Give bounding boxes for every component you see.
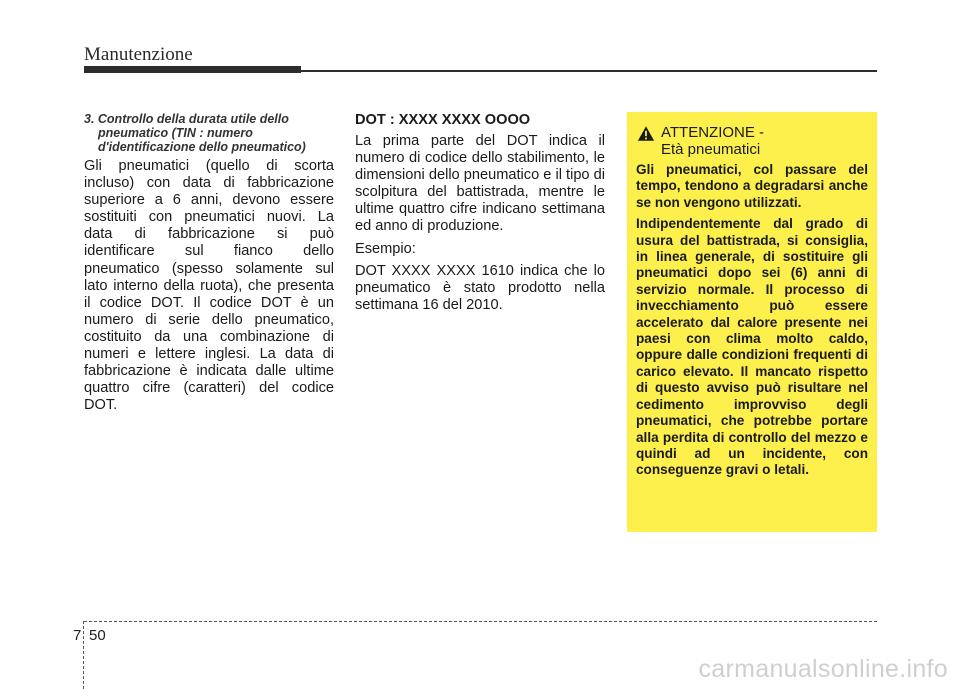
example-label: Esempio: (355, 240, 416, 257)
warning-title (661, 124, 764, 158)
warning-title-line2: Età pneumatici (661, 141, 761, 158)
page-number: 50 (89, 627, 106, 644)
warning-paragraph-2: Indipendentemente dal grado di usura del battistrada, si consiglia, in linea generale, di sostituire gli pneumatici dopo sei (6) anni di servizio normale. Il processo di invecchiamento può essere accelerato dal calore presente nei paesi con clima molto caldo, oppure dalle condizioni frequenti di carico elevato. Il mancato rispetto di questo avviso può risultare nel cedimento improvviso degli pneumatici, che potrebbe portare alla perdita di controllo del mezzo e quindi ad un incidente, con conseguenze gravi o letali. (636, 216, 868, 478)
footer-divider-horizontal (84, 621, 877, 622)
column-middle (355, 112, 605, 319)
example-text: DOT XXXX XXXX 1610 indica che lo pneumatico è stato prodotto nella settimana 16 del 2010. (355, 262, 605, 313)
warning-triangle-icon (637, 125, 655, 142)
header-rule-thick (84, 66, 301, 73)
warning-header (636, 124, 868, 158)
footer-divider-vertical (83, 621, 84, 689)
tin-subheading: 3. Controllo della durata utile dello pneumatico (TIN : numero d'identificazione dello pneumatico) (84, 112, 306, 154)
dot-paragraph: La prima parte del DOT indica il numero di codice dello stabilimento, le dimensioni dello pneumatico e il tipo di scolpitura del battistrada, mentre le ultime quattro cifre indicano settimana ed anno di produzione. (355, 133, 605, 235)
header-rule-thin (301, 70, 877, 72)
chapter-number: 7 (73, 627, 82, 644)
warning-paragraph-1: Gli pneumatici, col passare del tempo, tendono a degradarsi anche se non vengono utilizzati. (636, 162, 868, 210)
warning-title-line1: ATTENZIONE - (661, 124, 765, 141)
warning-box (627, 112, 877, 532)
watermark: carmanualsonline.info (698, 655, 948, 683)
section-title: Manutenzione (84, 44, 193, 65)
tin-paragraph: Gli pneumatici (quello di scorta incluso) con data di fabbricazione superiore a 6 anni, devono essere sostituiti con pneumatici nuovi. La data di fabbricazione si può identificare sul fianco dello pneumatico (spesso solamente sul lato interno della ruota), che presenta il codice DOT. Il codice DOT è un numero di serie dello pneumatico, costituito da una combinazione di numeri e lettere inglesi. La data di fabbricazione è indicata dalle ultime quattro cifre (caratteri) del codice DOT. (84, 158, 334, 414)
column-left (84, 112, 334, 414)
dot-heading: DOT : XXXX XXXX OOOO (355, 112, 531, 128)
